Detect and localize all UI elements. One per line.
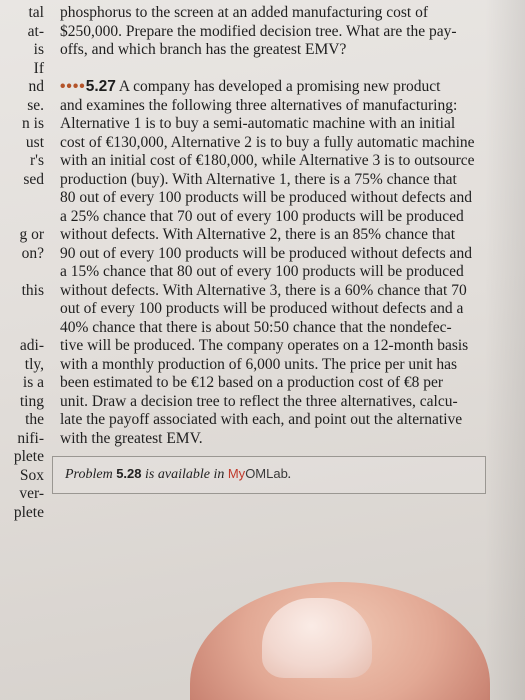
gutter-line: is a — [22, 374, 44, 391]
text-line: phosphorus to the screen at an added manufacturing cost of — [60, 4, 429, 21]
gutter-line: If — [33, 59, 44, 77]
text-line: been estimated to be €12 based on a production cost of €8 per — [60, 374, 444, 391]
gutter-line: n is — [22, 115, 44, 132]
callout-problem-number: 5.28 — [116, 466, 142, 481]
problem-text-column — [60, 4, 500, 448]
gutter-line — [0, 300, 44, 319]
gutter-line — [0, 263, 44, 282]
myomlab-callout-text — [65, 466, 291, 483]
gutter-line: plete — [13, 448, 44, 465]
callout-prefix: Problem — [65, 467, 117, 482]
gutter-line: Sox — [19, 466, 44, 484]
gutter-line: adi- — [19, 337, 44, 354]
fingernail — [262, 598, 372, 678]
gutter-line: on? — [21, 244, 44, 262]
problem-number: 5.27 — [85, 78, 116, 95]
text-line: $250,000. Prepare the modified decision tree. What are the pay- — [60, 22, 457, 40]
text-line: tive will be produced. The company operates on a 12-month basis — [60, 337, 469, 354]
text-line: with an initial cost of €180,000, while Alternative 3 is to outsource — [60, 152, 475, 169]
problem-5-27-heading — [60, 78, 500, 97]
gutter-line: ust — [25, 133, 44, 151]
myomlab-logo-my: My — [227, 466, 246, 481]
text-line: 40% chance that there is about 50:50 chance that the nondefec- — [60, 318, 452, 336]
text-line: Alternative 1 is to buy a semi-automatic machine with an initial — [60, 115, 456, 132]
spacer-line — [60, 60, 500, 79]
gutter-line: the — [25, 411, 44, 428]
gutter-line: ting — [19, 392, 44, 410]
callout-middle: is available in — [141, 467, 228, 482]
gutter-line: is — [33, 41, 44, 58]
gutter-line: at- — [27, 22, 44, 40]
gutter-line: plete — [13, 503, 44, 521]
myomlab-callout-box — [52, 456, 486, 494]
myomlab-logo-omlab: OMLab — [245, 466, 288, 481]
callout-suffix: . — [287, 467, 292, 482]
text-line: a 15% chance that 80 out of every 100 products will be produced — [60, 263, 464, 280]
gutter-line: r's — [30, 152, 44, 169]
text-line: offs, and which branch has the greatest EMV? — [60, 41, 347, 58]
gutter-line: tal — [28, 4, 44, 21]
gutter-line: se. — [27, 96, 44, 114]
gutter-line — [0, 319, 44, 338]
difficulty-dots: •••• — [60, 78, 86, 95]
gutter-line: sed — [23, 170, 44, 188]
gutter-line: nd — [28, 78, 44, 95]
text-line: 80 out of every 100 products will be produced without defects and — [60, 189, 472, 206]
text-line: 90 out of every 100 products will be produced without defects and — [60, 244, 472, 262]
problem-first-line: A company has developed a promising new product — [115, 78, 441, 95]
text-line: late the payoff associated with each, and point out the alternative — [60, 411, 463, 428]
page-shadow — [485, 0, 525, 700]
gutter-line: ver- — [19, 485, 44, 502]
gutter-line — [0, 189, 44, 208]
previous-column-fragment — [0, 4, 44, 522]
text-line: with the greatest EMV. — [60, 429, 203, 447]
text-line: a 25% chance that 70 out of every 100 products will be produced — [60, 207, 464, 225]
text-line: production (buy). With Alternative 1, there is a 75% chance that — [60, 170, 457, 188]
text-line: out of every 100 products will be produced without defects and a — [60, 300, 464, 317]
text-line: with a monthly production of 6,000 units. The price per unit has — [60, 355, 458, 373]
text-line: and examines the following three alternatives of manufacturing: — [60, 96, 458, 114]
gutter-line: this — [21, 281, 44, 299]
gutter-line: g or — [19, 226, 44, 243]
text-line: without defects. With Alternative 2, there is an 85% chance that — [60, 226, 456, 243]
gutter-line — [0, 208, 44, 227]
text-line: without defects. With Alternative 3, there is a 60% chance that 70 — [60, 281, 467, 299]
text-line: cost of €130,000, Alternative 2 is to buy a fully automatic machine — [60, 133, 475, 151]
text-line: unit. Draw a decision tree to reflect the three alternatives, calcu- — [60, 392, 458, 410]
gutter-line: tly, — [24, 355, 44, 373]
gutter-line: nifi- — [17, 429, 44, 447]
